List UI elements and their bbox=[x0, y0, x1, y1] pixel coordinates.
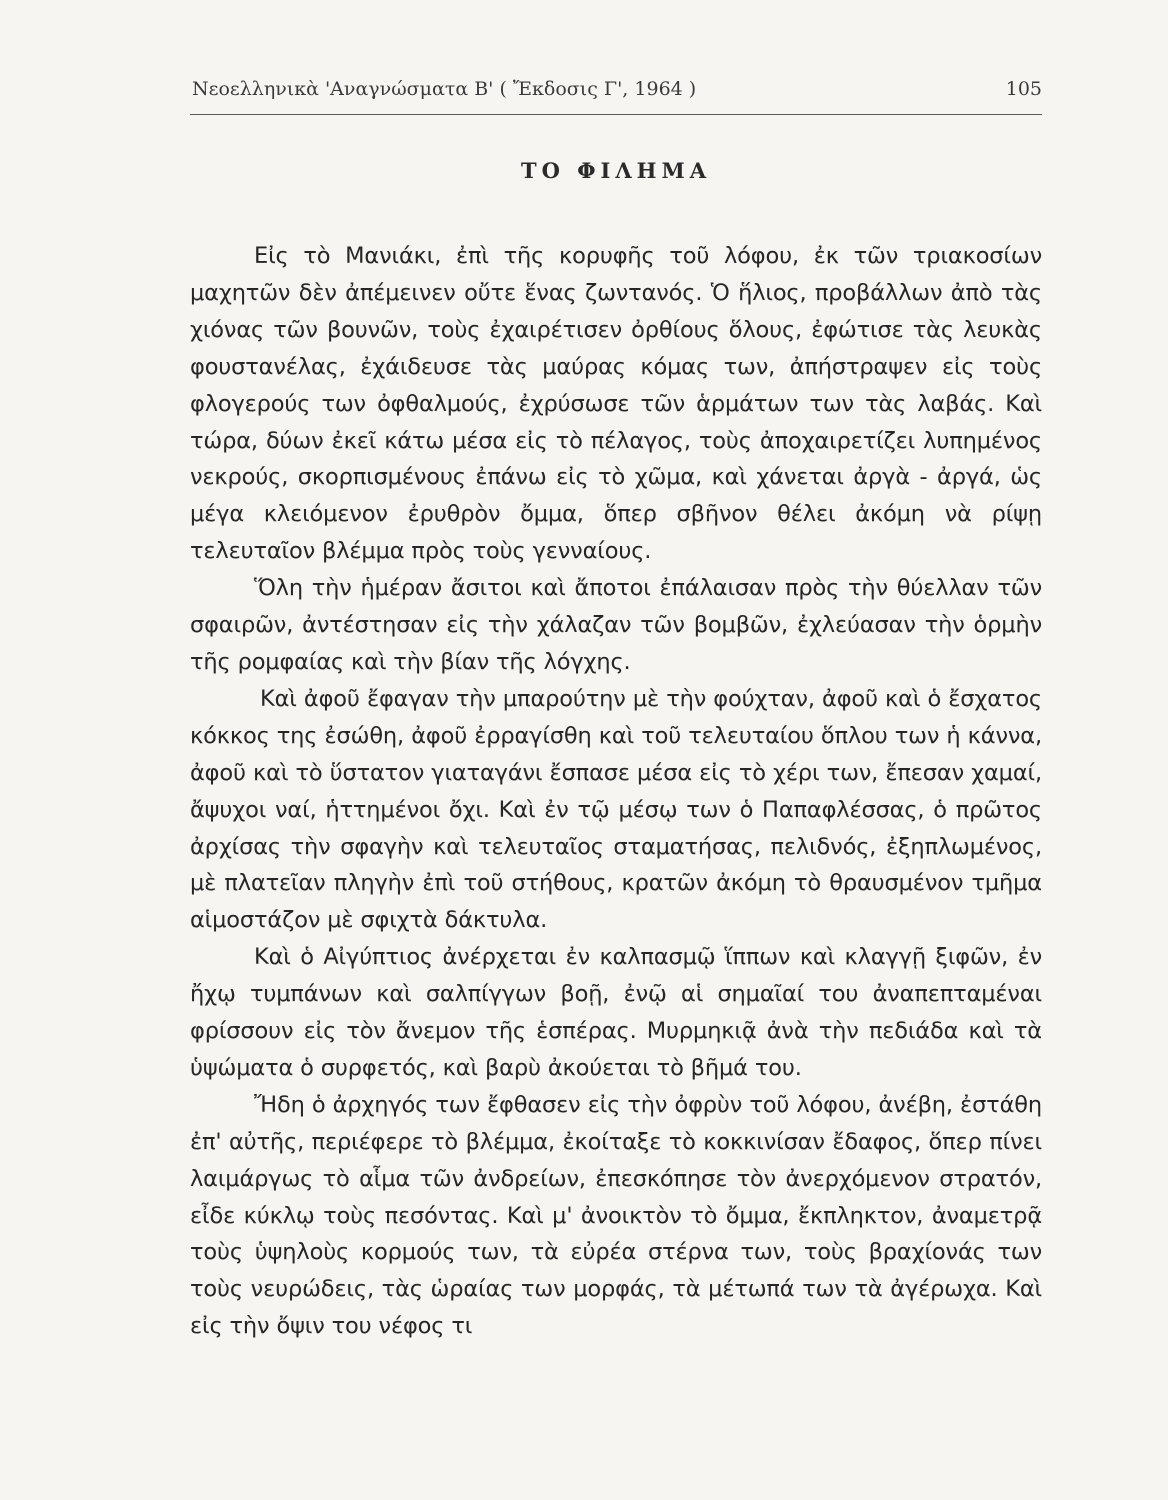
page-number: 105 bbox=[1005, 78, 1042, 100]
article-title: ΤΟ ΦΙΛΗΜΑ bbox=[520, 158, 712, 183]
paragraph: Καὶ ὁ Αἰγύπτιος ἀνέρχεται ἐν καλπασμῷ ἵππων καὶ κλαγγῇ ξιφῶν, ἐν ἤχῳ τυμπάνων καὶ σαλπίγγων βοῇ, ἐνῷ αἱ σημαῖαί του ἀναπεπταμέναι φρίσσουν εἰς τὸν ἄνεμον τῆς ἑσπέρας. Μυρμηκιᾷ ἀνὰ τὴν πεδιάδα καὶ τὰ ὑψώματα ὁ συρφετός, καὶ βαρὺ ἀκούεται τὸ βῆμά του. bbox=[190, 944, 1042, 1081]
running-title: Νεοελληνικὰ 'Αναγνώσματα Β' ( Ἔκδοσις Γ', 1964 ) bbox=[192, 78, 697, 100]
paragraph: Ὅλη τὴν ἡμέραν ἄσιτοι καὶ ἄποτοι ἐπάλαισαν πρὸς τὴν θύελλαν τῶν σφαιρῶν, ἀντέστησαν εἰς τὴν χάλαζαν τῶν βομβῶν, ἐχλεύασαν τὴν ὁρμὴν τῆς ρομφαίας καὶ τὴν βίαν τῆς λόγχης. bbox=[190, 575, 1042, 675]
paragraph: Καὶ ἀφοῦ ἔφαγαν τὴν μπαρούτην μὲ τὴν φούχταν, ἀφοῦ καὶ ὁ ἔσχατος κόκκος της ἐσώθη, ἀφοῦ ἐρραγίσθη καὶ τοῦ τελευταίου ὅπλου των ἡ κάννα, ἀφοῦ καὶ τὸ ὕστατον γιαταγάνι ἔσπασε μέσα εἰς τὸ χέρι των, ἔπεσαν χαμαί, ἄψυχοι ναί, ἡττημένοι ὄχι. Καὶ ἐν τῷ μέσῳ των ὁ Παπαφλέσσας, ὁ πρῶτος ἀρχίσας τὴν σφαγὴν καὶ τελευταῖος σταματήσας, πελιδνός, ἐξηπλωμένος, μὲ πλατεῖαν πληγὴν ἐπὶ τοῦ στήθους, κρατῶν ἀκόμη τὸ θραυσμένον τμῆμα αἱμοστάζον μὲ σφιχτὰ δάκτυλα. bbox=[190, 685, 1042, 934]
article-body bbox=[190, 238, 1042, 1345]
paragraph: Ἤδη ὁ ἀρχηγός των ἔφθασεν εἰς τὴν ὀφρὺν τοῦ λόφου, ἀνέβη, ἐστάθη ἐπ' αὐτῆς, περιέφερε τὸ βλέμμα, ἐκοίταξε τὸ κοκκινίσαν ἔδαφος, ὅπερ πίνει λαιμάργως τὸ αἷμα τῶν ἀνδρείων, ἐπεσκόπησε τὸν ἀνερχόμενον στρατόν, εἶδε κύκλῳ τοὺς πεσόντας. Καὶ μ' ἀνοικτὸν τὸ ὄμμα, ἔκπληκτον, ἀναμετρᾷ τοὺς ὑψηλοὺς κορμούς των, τὰ εὐρέα στέρνα των, τοὺς βραχίονάς των τοὺς νευρώδεις, τὰς ὡραίας των μορφάς, τὰ μέτωπά των τὰ ἀγέρωχα. Καὶ εἰς τὴν ὄψιν του νέφος τι bbox=[190, 1091, 1042, 1340]
paragraph: Εἰς τὸ Μανιάκι, ἐπὶ τῆς κορυφῆς τοῦ λόφου, ἐκ τῶν τριακοσίων μαχητῶν δὲν ἀπέμεινεν οὔτε ἕνας ζωντανός. Ὁ ἥλιος, προβάλλων ἀπὸ τὰς χιόνας τῶν βουνῶν, τοὺς ἐχαιρέτισεν ὀρθίους ὅλους, ἐφώτισε τὰς λευκὰς φουστανέλας, ἐχάιδευσε τὰς μαύρας κόμας των, ἀπήστραψεν εἰς τοὺς φλογερούς των ὀφθαλμούς, ἐχρύσωσε τῶν ἁρμάτων των τὰς λαβάς. Καὶ τώρα, δύων ἐκεῖ κάτω μέσα εἰς τὸ πέλαγος, τοὺς ἀποχαιρετίζει λυπημένος νεκρούς, σκορπισμένους ἐπάνω εἰς τὸ χῶμα, καὶ χάνεται ἀργὰ - ἀργά, ὡς μέγα κλειόμενον ἐρυθρὸν ὄμμα, ὅπερ σβῆνον θέλει ἀκόμη νὰ ρίψῃ τελευταῖον βλέμμα πρὸς τοὺς γενναίους. bbox=[190, 243, 1042, 565]
header-rule bbox=[190, 114, 1042, 115]
running-header bbox=[192, 78, 1042, 100]
